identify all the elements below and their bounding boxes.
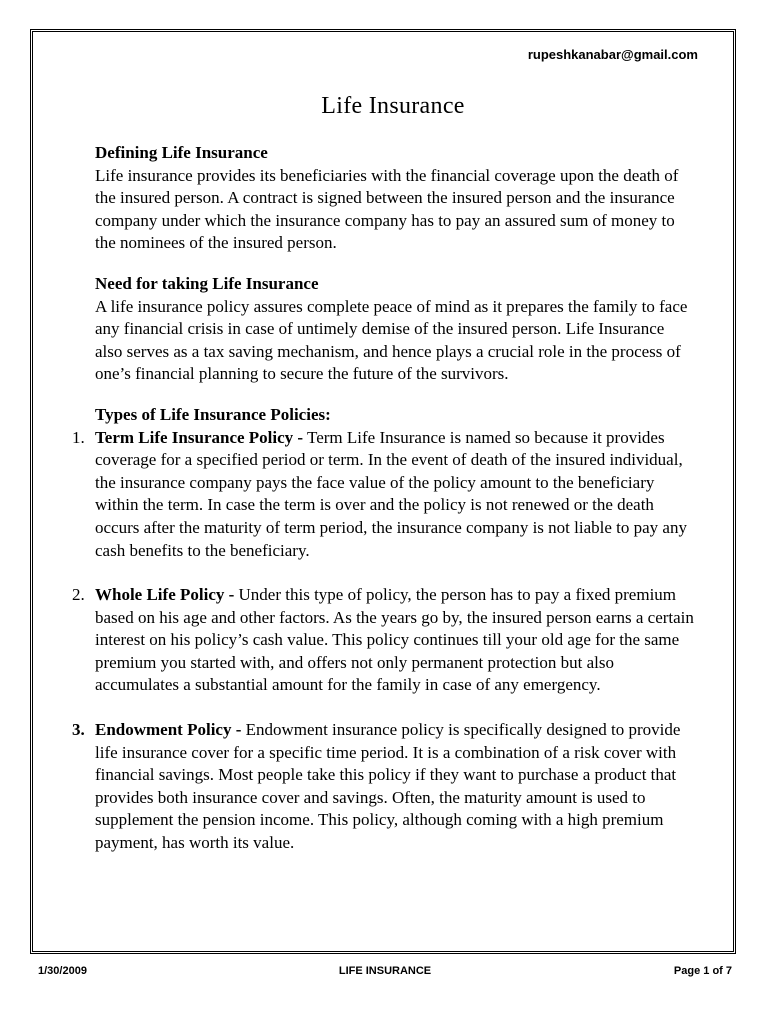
list-number: 2. bbox=[72, 585, 85, 605]
policy-term: Endowment Policy - bbox=[95, 720, 242, 740]
author-email: rupeshkanabar@gmail.com bbox=[527, 47, 698, 62]
policy-term: Term Life Insurance Policy - bbox=[95, 427, 304, 447]
policy-description: Under this type of policy, the person has to pay a fixed premium based on his age and other factors. As the years go by, the insured person earns a certain interest on his policy’s cash value. This policy continues till your old age for the same premium you started with, and offers not only permanent protection but also accumulates a substantial amount for the family in case of any emergency. bbox=[95, 585, 694, 695]
document-body bbox=[72, 142, 695, 877]
document-title: Life Insurance bbox=[321, 93, 465, 119]
section-body-defining: Life insurance provides its beneficiaries with the financial coverage upon the death of the insured person. A contract is signed between the insured person and the insurance company under which the insurance company has to pay an assured sum of money to the nominees of the insured person. bbox=[95, 165, 679, 253]
list-item bbox=[72, 427, 695, 563]
footer-page-number: Page 1 of 7 bbox=[673, 965, 732, 977]
types-heading: Types of Life Insurance Policies: bbox=[95, 404, 331, 424]
policy-types-list bbox=[72, 427, 695, 855]
section-heading-need: Need for taking Life Insurance bbox=[95, 273, 319, 293]
list-item bbox=[72, 584, 695, 697]
list-number: 3. bbox=[72, 720, 85, 740]
list-item bbox=[72, 719, 695, 855]
footer-date: 1/30/2009 bbox=[38, 965, 87, 977]
list-number: 1. bbox=[72, 427, 85, 447]
section-body-need: A life insurance policy assures complete peace of mind as it prepares the family to face any financial crisis in case of untimely demise of the insured person. Life Insurance also serves as a tax saving mechanism, and hence plays a crucial role in the process of one’s financial planning to secure the future of the survivors. bbox=[95, 296, 688, 384]
footer-title: LIFE INSURANCE bbox=[338, 965, 432, 977]
policy-description: Term Life Insurance is named so because it provides coverage for a specified period or term. In the event of death of the insured individual, the insurance company pays the face value of the policy amount to the beneficiary within the term. In case the term is over and the policy is not renewed or the death occurs after the maturity of term period, the insurance company is not liable to pay any cash benefits to the beneficiary. bbox=[95, 427, 687, 560]
section-heading-defining: Defining Life Insurance bbox=[95, 143, 268, 162]
policy-description: Endowment insurance policy is specifically designed to provide life insurance cover for a specific time period. It is a combination of a risk cover with financial savings. Most people take this policy if they want to purchase a product that provides both insurance cover and savings. Often, the maturity amount is used to supplement the pension income. This policy, although coming with a high premium payment, has worth its value. bbox=[95, 720, 681, 853]
policy-term: Whole Life Policy - bbox=[95, 585, 235, 605]
